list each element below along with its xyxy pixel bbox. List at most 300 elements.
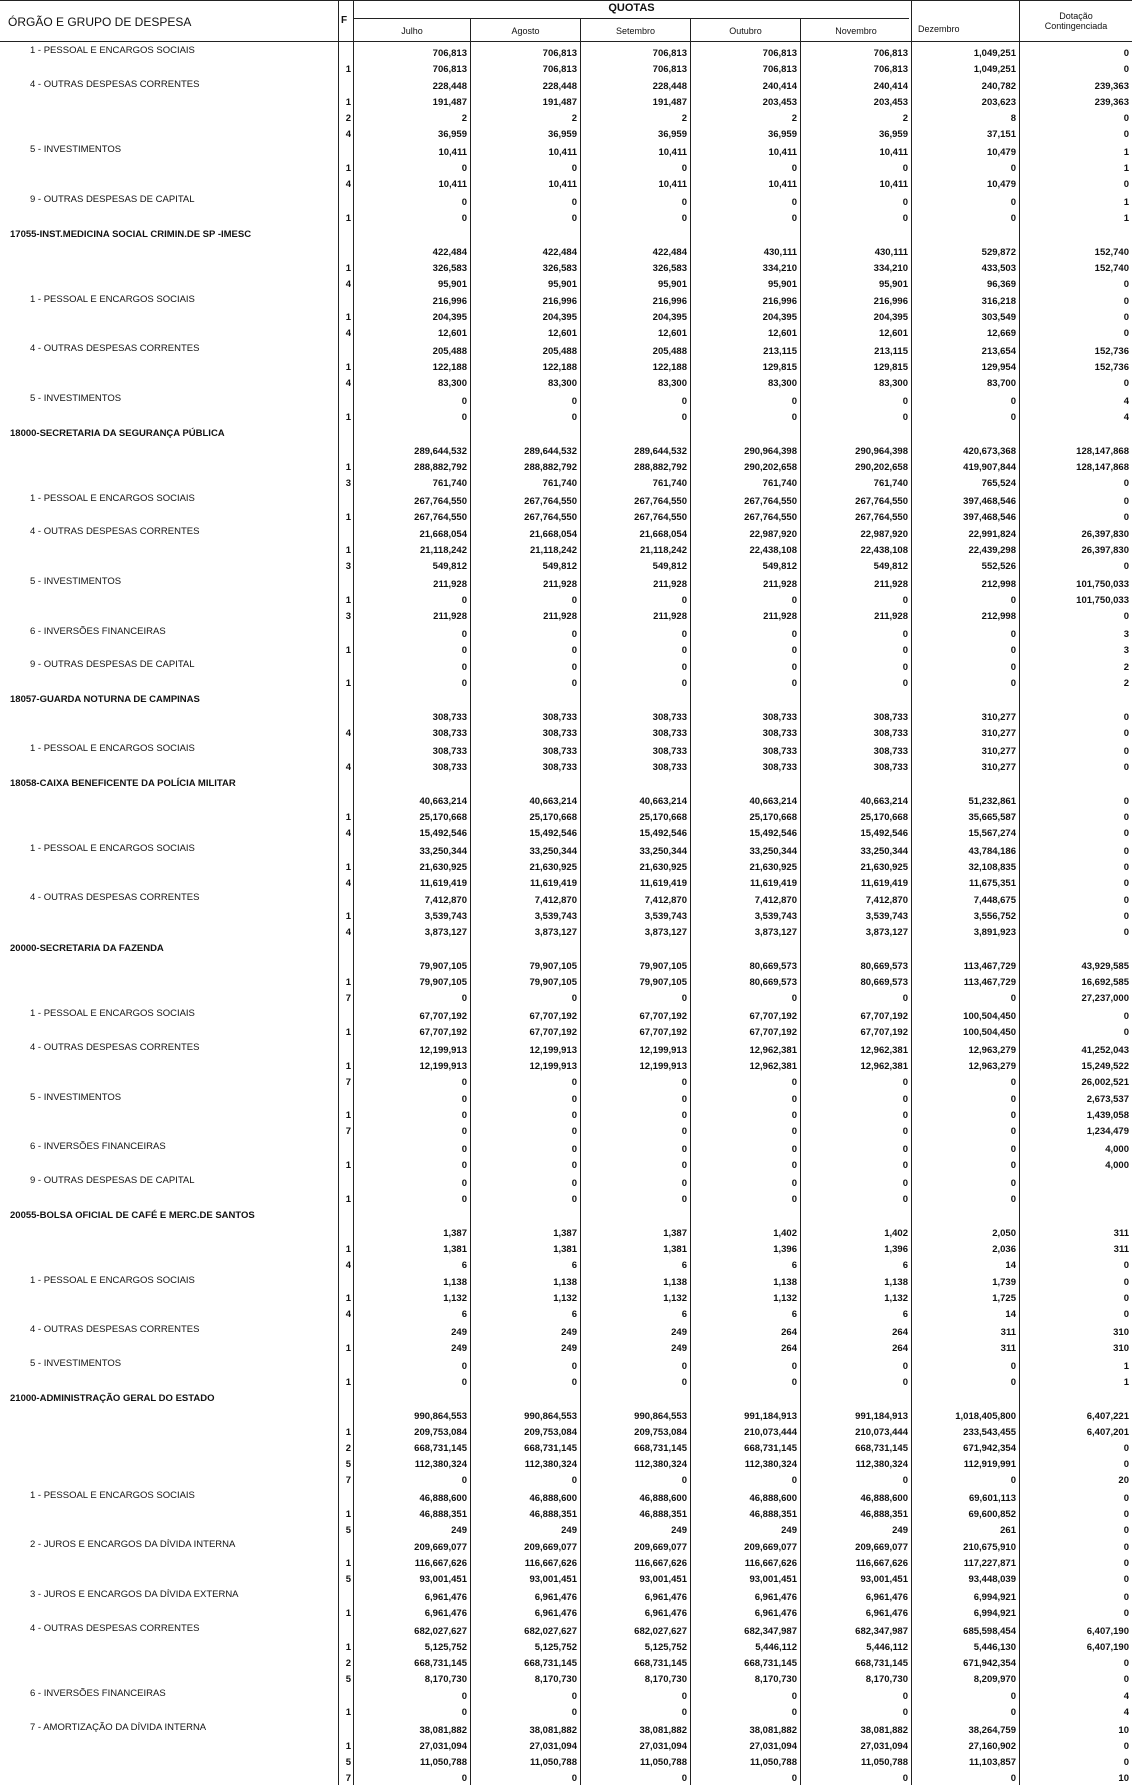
row-fonte: 5 xyxy=(338,1570,353,1586)
row-fonte: 1 xyxy=(338,1604,353,1620)
cell-julho: 67,707,192 xyxy=(353,1023,470,1039)
cell-setembro: 15,492,546 xyxy=(580,824,690,840)
cell-dezembro: 8,209,970 xyxy=(911,1670,1019,1686)
cell-julho: 83,300 xyxy=(353,374,470,390)
cell-outubro: 1,396 xyxy=(690,1240,800,1256)
cell-julho: 289,644,532 xyxy=(353,424,470,458)
cell-setembro: 0 xyxy=(580,1355,690,1373)
cell-julho: 228,448 xyxy=(353,76,470,94)
cell-novembro: 267,764,550 xyxy=(800,490,911,508)
cell-dezembro: 38,264,759 xyxy=(911,1719,1019,1737)
cell-julho: 6,961,476 xyxy=(353,1586,470,1604)
row-label xyxy=(0,308,338,324)
cell-dotacao: 0 xyxy=(1019,1305,1132,1321)
group-row xyxy=(0,657,1132,675)
cell-dotacao: 6,407,190 xyxy=(1019,1638,1132,1654)
cell-novembro: 0 xyxy=(800,1106,911,1122)
row-fonte: 1 xyxy=(338,358,353,374)
row-fonte: 1 xyxy=(338,408,353,424)
cell-julho: 267,764,550 xyxy=(353,508,470,524)
cell-dotacao: 0 xyxy=(1019,824,1132,840)
cell-julho: 0 xyxy=(353,657,470,675)
row-label: 18000-SECRETARIA DA SEGURANÇA PÚBLICA xyxy=(10,427,225,439)
cell-dezembro: 69,600,852 xyxy=(911,1505,1019,1521)
cell-dotacao: 3 xyxy=(1019,623,1132,641)
row-label xyxy=(0,1654,338,1670)
cell-agosto: 122,188 xyxy=(470,358,580,374)
cell-novembro: 290,202,658 xyxy=(800,458,911,474)
cell-agosto: 6,961,476 xyxy=(470,1586,580,1604)
cell-dotacao xyxy=(1019,1190,1132,1206)
row-fonte xyxy=(338,141,353,159)
row-label xyxy=(0,1471,338,1487)
row-label xyxy=(0,1769,338,1785)
cell-outubro: 1,138 xyxy=(690,1272,800,1290)
cell-outubro: 334,210 xyxy=(690,259,800,275)
cell-novembro: 0 xyxy=(800,1471,911,1487)
source-row xyxy=(0,1439,1132,1455)
cell-setembro: 95,901 xyxy=(580,275,690,291)
cell-novembro: 6,961,476 xyxy=(800,1586,911,1604)
row-fonte: 5 xyxy=(338,1753,353,1769)
cell-novembro: 0 xyxy=(800,1156,911,1172)
row-fonte: 1 xyxy=(338,1505,353,1521)
cell-dezembro: 10,479 xyxy=(911,175,1019,191)
cell-novembro: 40,663,214 xyxy=(800,774,911,808)
row-fonte: 1 xyxy=(338,591,353,607)
cell-outubro: 0 xyxy=(690,1355,800,1373)
cell-setembro: 11,619,419 xyxy=(580,874,690,890)
cell-novembro: 334,210 xyxy=(800,259,911,275)
row-label xyxy=(0,474,338,490)
cell-dezembro: 420,673,368 xyxy=(911,424,1019,458)
cell-outubro: 668,731,145 xyxy=(690,1439,800,1455)
source-row xyxy=(0,758,1132,774)
cell-dotacao: 0 xyxy=(1019,557,1132,573)
cell-outubro: 46,888,351 xyxy=(690,1505,800,1521)
cell-agosto: 67,707,192 xyxy=(470,1005,580,1023)
cell-novembro: 8,170,730 xyxy=(800,1670,911,1686)
cell-novembro: 290,964,398 xyxy=(800,424,911,458)
row-label: 1 - PESSOAL E ENCARGOS SOCIAIS xyxy=(30,1274,195,1286)
cell-julho: 267,764,550 xyxy=(353,490,470,508)
cell-setembro: 93,001,451 xyxy=(580,1570,690,1586)
cell-novembro: 209,669,077 xyxy=(800,1537,911,1555)
cell-setembro: 668,731,145 xyxy=(580,1654,690,1670)
row-label xyxy=(0,1638,338,1654)
cell-dezembro: 0 xyxy=(911,1471,1019,1487)
cell-julho: 10,411 xyxy=(353,175,470,191)
cell-julho: 0 xyxy=(353,191,470,209)
cell-dezembro: 310,277 xyxy=(911,740,1019,758)
cell-novembro: 116,667,626 xyxy=(800,1554,911,1570)
row-fonte: 1 xyxy=(338,159,353,175)
cell-setembro: 25,170,668 xyxy=(580,808,690,824)
cell-novembro: 0 xyxy=(800,1073,911,1089)
cell-outubro: 0 xyxy=(690,191,800,209)
cell-dotacao: 0 xyxy=(1019,740,1132,758)
source-row xyxy=(0,1373,1132,1389)
source-row xyxy=(0,607,1132,623)
cell-agosto: 6 xyxy=(470,1305,580,1321)
cell-dotacao xyxy=(1019,1172,1132,1190)
source-row xyxy=(0,125,1132,141)
source-row xyxy=(0,1023,1132,1039)
cell-novembro: 210,073,444 xyxy=(800,1423,911,1439)
cell-dezembro: 0 xyxy=(911,1156,1019,1172)
cell-agosto: 0 xyxy=(470,1156,580,1172)
group-row xyxy=(0,191,1132,209)
cell-julho: 12,199,913 xyxy=(353,1039,470,1057)
cell-dezembro: 0 xyxy=(911,1172,1019,1190)
cell-dezembro: 0 xyxy=(911,408,1019,424)
row-label: 3 - JUROS E ENCARGOS DA DÍVIDA EXTERNA xyxy=(30,1589,239,1601)
cell-dezembro: 2,050 xyxy=(911,1206,1019,1240)
row-fonte: 3 xyxy=(338,557,353,573)
row-fonte: 1 xyxy=(338,1023,353,1039)
row-label: 4 - OUTRAS DESPESAS CORRENTES xyxy=(30,1041,200,1053)
cell-outubro: 3,539,743 xyxy=(690,907,800,923)
cell-dezembro: 12,963,279 xyxy=(911,1057,1019,1073)
cell-setembro: 249 xyxy=(580,1339,690,1355)
cell-outubro: 10,411 xyxy=(690,141,800,159)
cell-dotacao: 41,252,043 xyxy=(1019,1039,1132,1057)
row-label: 1 - PESSOAL E ENCARGOS SOCIAIS xyxy=(30,492,195,504)
cell-outubro: 11,050,788 xyxy=(690,1753,800,1769)
group-row xyxy=(0,1487,1132,1505)
source-row xyxy=(0,674,1132,690)
cell-outubro: 211,928 xyxy=(690,607,800,623)
cell-dotacao: 0 xyxy=(1019,1604,1132,1620)
row-label xyxy=(0,1339,338,1355)
cell-novembro: 0 xyxy=(800,1373,911,1389)
cell-setembro: 10,411 xyxy=(580,141,690,159)
row-label xyxy=(0,874,338,890)
cell-agosto: 706,813 xyxy=(470,42,580,60)
cell-dezembro: 311 xyxy=(911,1321,1019,1339)
cell-julho: 0 xyxy=(353,1355,470,1373)
cell-setembro: 83,300 xyxy=(580,374,690,390)
cell-novembro: 264 xyxy=(800,1339,911,1355)
row-fonte: 4 xyxy=(338,374,353,390)
row-fonte xyxy=(338,1389,353,1423)
cell-dezembro: 2,036 xyxy=(911,1240,1019,1256)
row-fonte: 1 xyxy=(338,1737,353,1753)
cell-novembro: 0 xyxy=(800,623,911,641)
cell-setembro: 0 xyxy=(580,657,690,675)
row-label xyxy=(0,1703,338,1719)
cell-setembro: 249 xyxy=(580,1321,690,1339)
row-fonte: 1 xyxy=(338,907,353,923)
cell-setembro: 216,996 xyxy=(580,291,690,309)
cell-novembro: 0 xyxy=(800,209,911,225)
cell-outubro: 0 xyxy=(690,1172,800,1190)
cell-dezembro: 5,446,130 xyxy=(911,1638,1019,1654)
cell-dotacao: 16,692,585 xyxy=(1019,973,1132,989)
row-label: 4 - OUTRAS DESPESAS CORRENTES xyxy=(30,526,200,538)
cell-agosto: 79,907,105 xyxy=(470,973,580,989)
cell-novembro: 216,996 xyxy=(800,291,911,309)
cell-setembro: 2 xyxy=(580,109,690,125)
cell-outubro: 991,184,913 xyxy=(690,1389,800,1423)
row-fonte: 1 xyxy=(338,1554,353,1570)
cell-dotacao: 311 xyxy=(1019,1240,1132,1256)
source-row xyxy=(0,1471,1132,1487)
cell-novembro: 12,601 xyxy=(800,324,911,340)
source-row xyxy=(0,1057,1132,1073)
cell-dotacao: 1 xyxy=(1019,159,1132,175)
cell-dezembro: 316,218 xyxy=(911,291,1019,309)
row-fonte xyxy=(338,623,353,641)
row-fonte: 7 xyxy=(338,1769,353,1785)
row-fonte: 3 xyxy=(338,607,353,623)
cell-agosto: 0 xyxy=(470,209,580,225)
row-fonte: 7 xyxy=(338,1122,353,1138)
cell-julho: 205,488 xyxy=(353,340,470,358)
cell-outubro: 0 xyxy=(690,657,800,675)
cell-outubro: 40,663,214 xyxy=(690,774,800,808)
row-fonte: 7 xyxy=(338,1471,353,1487)
row-label xyxy=(0,923,338,939)
cell-novembro: 10,411 xyxy=(800,141,911,159)
row-label xyxy=(0,907,338,923)
row-fonte: 5 xyxy=(338,1455,353,1471)
cell-setembro: 549,812 xyxy=(580,557,690,573)
cell-novembro: 430,111 xyxy=(800,225,911,259)
row-label: 7 - AMORTIZAÇÃO DA DÍVIDA INTERNA xyxy=(30,1722,207,1734)
cell-julho: 46,888,600 xyxy=(353,1487,470,1505)
cell-dotacao: 0 xyxy=(1019,1537,1132,1555)
cell-outubro: 1,402 xyxy=(690,1206,800,1240)
row-label xyxy=(0,1289,338,1305)
cell-julho: 682,027,627 xyxy=(353,1620,470,1638)
cell-dotacao: 3 xyxy=(1019,641,1132,657)
cell-julho: 990,864,553 xyxy=(353,1389,470,1423)
cell-setembro: 211,928 xyxy=(580,573,690,591)
cell-dezembro: 3,556,752 xyxy=(911,907,1019,923)
org-row xyxy=(0,1206,1132,1240)
cell-julho: 122,188 xyxy=(353,358,470,374)
cell-agosto: 249 xyxy=(470,1339,580,1355)
row-fonte: 4 xyxy=(338,824,353,840)
row-label xyxy=(0,1057,338,1073)
cell-agosto: 0 xyxy=(470,390,580,408)
cell-dotacao: 4 xyxy=(1019,1686,1132,1704)
cell-novembro: 0 xyxy=(800,1122,911,1138)
cell-setembro: 209,753,084 xyxy=(580,1423,690,1439)
row-fonte: 5 xyxy=(338,1521,353,1537)
cell-julho: 95,901 xyxy=(353,275,470,291)
cell-dezembro: 303,549 xyxy=(911,308,1019,324)
row-fonte: 1 xyxy=(338,1057,353,1073)
cell-julho: 211,928 xyxy=(353,607,470,623)
source-row xyxy=(0,1769,1132,1785)
group-row xyxy=(0,1172,1132,1190)
cell-setembro: 0 xyxy=(580,623,690,641)
cell-outubro: 0 xyxy=(690,390,800,408)
cell-outubro: 706,813 xyxy=(690,60,800,76)
cell-outubro: 6,961,476 xyxy=(690,1604,800,1620)
cell-outubro: 116,667,626 xyxy=(690,1554,800,1570)
row-fonte: 1 xyxy=(338,1156,353,1172)
cell-setembro: 249 xyxy=(580,1521,690,1537)
cell-novembro: 0 xyxy=(800,1172,911,1190)
cell-dotacao: 0 xyxy=(1019,308,1132,324)
org-row xyxy=(0,1389,1132,1423)
row-label: 21000-ADMINISTRAÇÃO GERAL DO ESTADO xyxy=(10,1392,215,1404)
row-label xyxy=(0,641,338,657)
cell-dezembro: 765,524 xyxy=(911,474,1019,490)
cell-julho: 5,125,752 xyxy=(353,1638,470,1654)
cell-julho: 216,996 xyxy=(353,291,470,309)
row-fonte xyxy=(338,657,353,675)
cell-outubro: 211,928 xyxy=(690,573,800,591)
cell-outubro: 0 xyxy=(690,1190,800,1206)
cell-julho: 7,412,870 xyxy=(353,890,470,908)
row-label: 5 - INVESTIMENTOS xyxy=(30,392,122,404)
cell-agosto: 21,118,242 xyxy=(470,541,580,557)
cell-dotacao: 0 xyxy=(1019,109,1132,125)
cell-outubro: 209,669,077 xyxy=(690,1537,800,1555)
cell-agosto: 0 xyxy=(470,623,580,641)
cell-agosto: 209,669,077 xyxy=(470,1537,580,1555)
cell-novembro: 36,959 xyxy=(800,125,911,141)
cell-dezembro: 11,103,857 xyxy=(911,1753,1019,1769)
row-fonte: 1 xyxy=(338,1423,353,1439)
row-label: 5 - INVESTIMENTOS xyxy=(30,576,122,588)
cell-dotacao: 0 xyxy=(1019,758,1132,774)
cell-setembro: 122,188 xyxy=(580,358,690,374)
row-fonte: 7 xyxy=(338,1073,353,1089)
cell-setembro: 0 xyxy=(580,591,690,607)
cell-outubro: 8,170,730 xyxy=(690,1670,800,1686)
group-row xyxy=(0,1355,1132,1373)
cell-agosto: 0 xyxy=(470,191,580,209)
cell-dotacao: 43,929,585 xyxy=(1019,939,1132,973)
cell-agosto: 3,873,127 xyxy=(470,923,580,939)
cell-dezembro: 203,623 xyxy=(911,93,1019,109)
cell-outubro: 93,001,451 xyxy=(690,1570,800,1586)
cell-julho: 211,928 xyxy=(353,573,470,591)
cell-agosto: 0 xyxy=(470,641,580,657)
source-row xyxy=(0,1073,1132,1089)
row-label xyxy=(0,275,338,291)
source-row xyxy=(0,1289,1132,1305)
cell-dezembro: 51,232,861 xyxy=(911,774,1019,808)
row-fonte xyxy=(338,1719,353,1737)
row-fonte xyxy=(338,740,353,758)
row-fonte xyxy=(338,291,353,309)
cell-novembro: 0 xyxy=(800,674,911,690)
cell-setembro: 289,644,532 xyxy=(580,424,690,458)
cell-novembro: 682,347,987 xyxy=(800,1620,911,1638)
row-fonte xyxy=(338,1272,353,1290)
cell-dotacao: 0 xyxy=(1019,125,1132,141)
cell-dotacao: 128,147,868 xyxy=(1019,424,1132,458)
cell-agosto: 0 xyxy=(470,989,580,1005)
cell-julho: 6 xyxy=(353,1256,470,1272)
group-row xyxy=(0,1537,1132,1555)
cell-julho: 0 xyxy=(353,408,470,424)
cell-novembro: 308,733 xyxy=(800,724,911,740)
cell-outubro: 6,961,476 xyxy=(690,1586,800,1604)
header-novembro: Novembro xyxy=(800,1,911,41)
cell-outubro: 15,492,546 xyxy=(690,824,800,840)
cell-agosto: 0 xyxy=(470,1172,580,1190)
row-label xyxy=(0,541,338,557)
cell-dotacao: 0 xyxy=(1019,774,1132,808)
source-row xyxy=(0,1670,1132,1686)
cell-outubro: 308,733 xyxy=(690,690,800,724)
cell-dezembro: 96,369 xyxy=(911,275,1019,291)
row-label: 4 - OUTRAS DESPESAS CORRENTES xyxy=(30,892,200,904)
row-fonte: 1 xyxy=(338,641,353,657)
row-label: 5 - INVESTIMENTOS xyxy=(30,1357,122,1369)
source-row xyxy=(0,1240,1132,1256)
cell-dotacao: 0 xyxy=(1019,874,1132,890)
cell-outubro: 112,380,324 xyxy=(690,1455,800,1471)
cell-dotacao: 4 xyxy=(1019,408,1132,424)
cell-agosto: 116,667,626 xyxy=(470,1554,580,1570)
source-row xyxy=(0,275,1132,291)
row-label xyxy=(0,1305,338,1321)
cell-outubro: 210,073,444 xyxy=(690,1423,800,1439)
row-fonte xyxy=(338,840,353,858)
row-label xyxy=(0,1106,338,1122)
cell-dotacao: 0 xyxy=(1019,724,1132,740)
cell-julho: 12,199,913 xyxy=(353,1057,470,1073)
cell-outubro: 668,731,145 xyxy=(690,1654,800,1670)
cell-outubro: 0 xyxy=(690,1703,800,1719)
cell-outubro: 0 xyxy=(690,641,800,657)
row-label: 1 - PESSOAL E ENCARGOS SOCIAIS xyxy=(30,44,195,56)
cell-setembro: 7,412,870 xyxy=(580,890,690,908)
row-label xyxy=(0,209,338,225)
cell-agosto: 0 xyxy=(470,674,580,690)
cell-julho: 308,733 xyxy=(353,758,470,774)
cell-agosto: 228,448 xyxy=(470,76,580,94)
row-fonte: 5 xyxy=(338,1670,353,1686)
cell-novembro: 549,812 xyxy=(800,557,911,573)
cell-agosto: 3,539,743 xyxy=(470,907,580,923)
cell-agosto: 211,928 xyxy=(470,607,580,623)
cell-dotacao: 0 xyxy=(1019,890,1132,908)
cell-julho: 668,731,145 xyxy=(353,1654,470,1670)
cell-julho: 0 xyxy=(353,1089,470,1107)
row-fonte: 2 xyxy=(338,1439,353,1455)
cell-agosto: 46,888,600 xyxy=(470,1487,580,1505)
cell-novembro: 10,411 xyxy=(800,175,911,191)
cell-agosto: 12,199,913 xyxy=(470,1057,580,1073)
row-fonte xyxy=(338,1537,353,1555)
cell-setembro: 6,961,476 xyxy=(580,1604,690,1620)
cell-julho: 21,668,054 xyxy=(353,524,470,542)
cell-dezembro: 0 xyxy=(911,657,1019,675)
cell-julho: 422,484 xyxy=(353,225,470,259)
cell-dezembro: 37,151 xyxy=(911,125,1019,141)
cell-agosto: 249 xyxy=(470,1321,580,1339)
row-label xyxy=(0,1256,338,1272)
cell-julho: 191,487 xyxy=(353,93,470,109)
row-fonte: 4 xyxy=(338,1256,353,1272)
cell-novembro: 0 xyxy=(800,1769,911,1785)
cell-dezembro: 671,942,354 xyxy=(911,1654,1019,1670)
header-quotas: QUOTAS xyxy=(354,1,909,19)
cell-dezembro: 43,784,186 xyxy=(911,840,1019,858)
cell-dotacao: 0 xyxy=(1019,1005,1132,1023)
cell-dezembro: 100,504,450 xyxy=(911,1023,1019,1039)
row-label xyxy=(0,324,338,340)
